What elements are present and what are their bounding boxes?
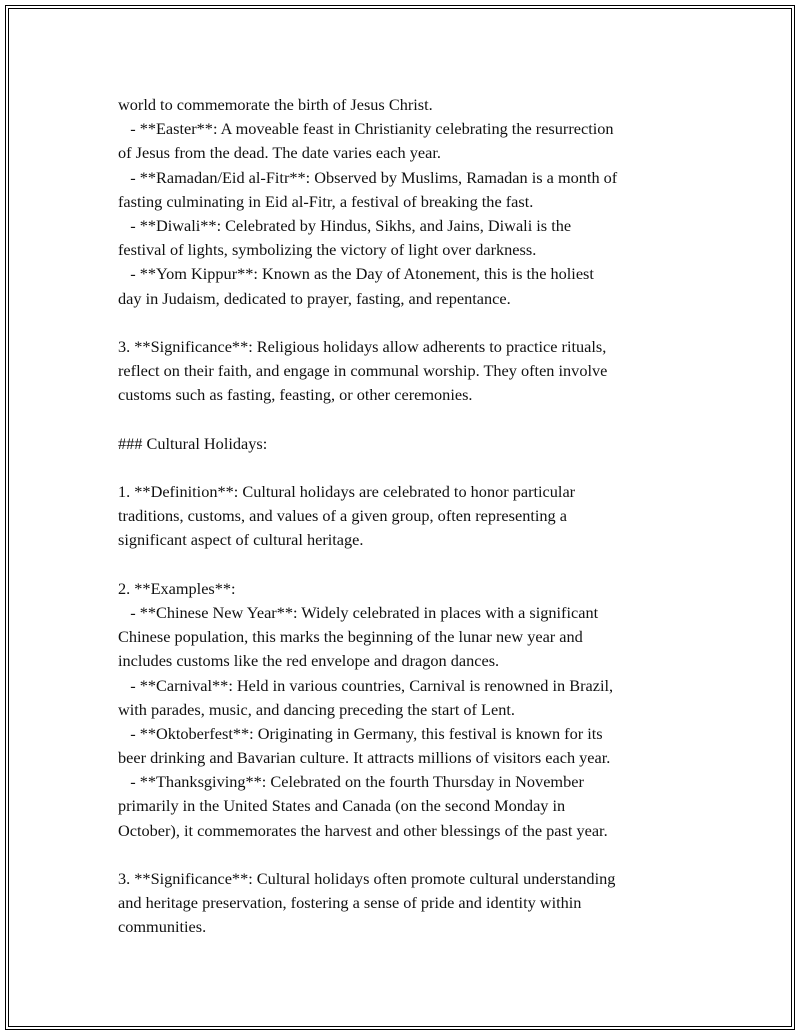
blank-line: [118, 407, 718, 431]
text-line: traditions, customs, and values of a given group, often representing a: [118, 506, 567, 526]
blank-line: [118, 553, 718, 577]
text-line: - **Oktoberfest**: Originating in Germany, this festival is known for its: [118, 723, 603, 743]
blank-line: [118, 311, 718, 335]
text-line: primarily in the United States and Canada (on the second Monday in: [118, 796, 566, 816]
text-line: - **Thanksgiving**: Celebrated on the fourth Thursday in November: [118, 772, 584, 792]
text-line: - **Chinese New Year**: Widely celebrated in places with a significant: [118, 602, 599, 622]
text-line: reflect on their faith, and engage in communal worship. They often involve: [118, 361, 608, 381]
text-line: 2. **Examples**:: [118, 578, 236, 598]
text-line: Chinese population, this marks the beginning of the lunar new year and: [118, 627, 583, 647]
document-body: [118, 93, 718, 940]
text-line: fasting culminating in Eid al-Fitr, a festival of breaking the fast.: [118, 191, 534, 211]
text-line: of Jesus from the dead. The date varies each year.: [118, 143, 441, 163]
text-line: and heritage preservation, fostering a sense of pride and identity within: [118, 893, 582, 913]
text-line: significant aspect of cultural heritage.: [118, 530, 364, 550]
text-line: - **Yom Kippur**: Known as the Day of Atonement, this is the holiest: [118, 264, 594, 284]
text-line: - **Carnival**: Held in various countries, Carnival is renowned in Brazil,: [118, 675, 614, 695]
text-line: October), it commemorates the harvest and other blessings of the past year.: [118, 820, 608, 840]
text-line: beer drinking and Bavarian culture. It attracts millions of visitors each year.: [118, 748, 611, 768]
text-line: communities.: [118, 917, 207, 937]
text-line: 3. **Significance**: Cultural holidays often promote cultural understanding: [118, 869, 616, 888]
text-line: 3. **Significance**: Religious holidays allow adherents to practice rituals,: [118, 336, 607, 356]
blank-line: [118, 843, 718, 867]
text-line: ### Cultural Holidays:: [118, 433, 268, 453]
text-line: world to commemorate the birth of Jesus Christ.: [118, 95, 433, 114]
text-line: 1. **Definition**: Cultural holidays are celebrated to honor particular: [118, 482, 576, 501]
text-line: customs such as fasting, feasting, or other ceremonies.: [118, 385, 473, 405]
text-line: - **Diwali**: Celebrated by Hindus, Sikhs, and Jains, Diwali is the: [118, 215, 572, 235]
text-line: - **Ramadan/Eid al-Fitr**: Observed by Muslims, Ramadan is a month of: [118, 167, 618, 187]
text-line: includes customs like the red envelope and dragon dances.: [118, 651, 500, 671]
text-line: festival of lights, symbolizing the victory of light over darkness.: [118, 240, 537, 260]
text-line: with parades, music, and dancing preceding the start of Lent.: [118, 699, 515, 719]
text-line: - **Easter**: A moveable feast in Christianity celebrating the resurrection: [118, 119, 614, 139]
blank-line: [118, 456, 718, 480]
text-line: day in Judaism, dedicated to prayer, fasting, and repentance.: [118, 288, 511, 308]
